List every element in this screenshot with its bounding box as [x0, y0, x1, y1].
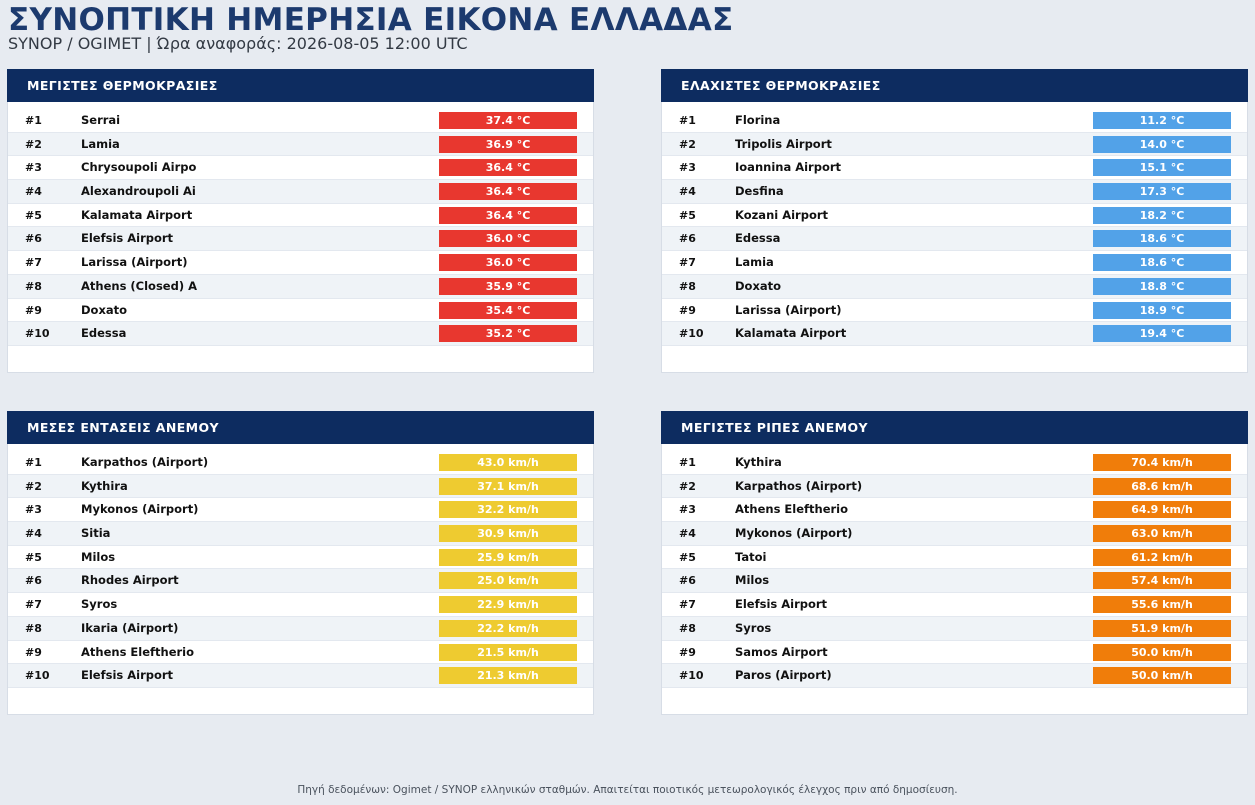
value-badge: 37.4 °C — [439, 112, 577, 129]
table-row — [8, 133, 593, 157]
rank-label: #1 — [679, 114, 696, 127]
rank-label: #8 — [679, 621, 696, 635]
station-name: Ikaria (Airport) — [81, 620, 179, 635]
table-row — [8, 498, 593, 522]
value-badge: 35.9 °C — [439, 278, 577, 295]
station-name: Doxato — [735, 278, 782, 293]
rank-label: #1 — [679, 456, 696, 469]
rank-label: #2 — [679, 479, 696, 493]
value-badge: 19.4 °C — [1093, 325, 1231, 342]
table-row — [8, 522, 593, 546]
value-badge: 32.2 km/h — [439, 501, 577, 518]
station-name: Karpathos (Airport) — [81, 455, 209, 469]
station-name: Tatoi — [735, 549, 767, 564]
table-row — [662, 299, 1247, 323]
station-name: Serrai — [81, 113, 121, 127]
value-badge: 18.6 °C — [1093, 230, 1231, 247]
value-badge: 57.4 km/h — [1093, 572, 1231, 589]
rank-label: #9 — [679, 645, 696, 659]
rank-label: #6 — [679, 574, 696, 588]
footer-note: Πηγή δεδομένων: Ogimet / SYNOP ελληνικών σταθμών. Απαιτείται ποιοτικός μετεωρολογικός έλεγχος πριν από δημοσίευση. — [297, 784, 958, 796]
station-name: Florina — [735, 113, 781, 127]
station-name: Alexandroupoli Ai — [81, 184, 196, 199]
value-badge: 50.0 km/h — [1093, 667, 1231, 684]
value-badge: 18.9 °C — [1093, 302, 1231, 319]
value-badge: 35.2 °C — [439, 325, 577, 342]
value-badge: 15.1 °C — [1093, 159, 1231, 176]
rank-label: #4 — [25, 185, 42, 199]
table-row — [8, 180, 593, 204]
station-name: Doxato — [81, 302, 128, 317]
station-name: Sitia — [81, 526, 111, 541]
rank-label: #7 — [679, 598, 696, 612]
panel-mean-wind — [7, 411, 594, 715]
table-row — [662, 498, 1247, 522]
table-row — [8, 227, 593, 251]
table-row — [662, 546, 1247, 570]
rank-label: #7 — [679, 256, 696, 270]
station-name: Milos — [81, 549, 116, 564]
rank-label: #4 — [679, 527, 696, 541]
table-row — [8, 569, 593, 593]
table-row — [662, 133, 1247, 157]
rank-label: #10 — [679, 327, 704, 341]
value-badge: 30.9 km/h — [439, 525, 577, 542]
ranking-list — [662, 109, 1247, 346]
table-row — [662, 204, 1247, 228]
table-row — [662, 109, 1247, 133]
rank-label: #7 — [25, 598, 42, 612]
value-badge: 18.6 °C — [1093, 254, 1231, 271]
value-badge: 64.9 km/h — [1093, 501, 1231, 518]
value-badge: 51.9 km/h — [1093, 620, 1231, 637]
value-badge: 22.9 km/h — [439, 596, 577, 613]
panel-min-temperatures — [661, 69, 1248, 373]
station-name: Kalamata Airport — [81, 207, 193, 222]
table-row — [662, 569, 1247, 593]
table-row — [662, 641, 1247, 665]
rank-label: #8 — [25, 279, 42, 293]
station-name: Paros (Airport) — [735, 668, 832, 683]
panel-title: ΕΛΑΧΙΣΤΕΣ ΘΕΡΜΟΚΡΑΣΙΕΣ — [661, 69, 1248, 102]
station-name: Elefsis Airport — [735, 597, 828, 612]
table-row — [662, 664, 1247, 688]
station-name: Athens Eleftherio — [735, 502, 849, 517]
rank-label: #9 — [25, 303, 42, 317]
table-row — [662, 322, 1247, 346]
table-row — [662, 451, 1247, 475]
value-badge: 21.5 km/h — [439, 644, 577, 661]
value-badge: 21.3 km/h — [439, 667, 577, 684]
value-badge: 18.8 °C — [1093, 278, 1231, 295]
panel-max-temperatures — [7, 69, 594, 373]
value-badge: 36.4 °C — [439, 183, 577, 200]
value-badge: 14.0 °C — [1093, 136, 1231, 153]
station-name: Samos Airport — [735, 644, 828, 659]
station-name: Larissa (Airport) — [81, 255, 188, 270]
rank-label: #3 — [25, 161, 42, 175]
station-name: Kythira — [81, 478, 128, 493]
table-row — [8, 664, 593, 688]
table-row — [662, 593, 1247, 617]
station-name: Lamia — [81, 136, 120, 151]
value-badge: 36.0 °C — [439, 230, 577, 247]
value-badge: 25.9 km/h — [439, 549, 577, 566]
station-name: Karpathos (Airport) — [735, 478, 863, 493]
value-badge: 61.2 km/h — [1093, 549, 1231, 566]
rank-label: #3 — [25, 503, 42, 517]
rank-label: #5 — [679, 208, 696, 222]
table-row — [8, 641, 593, 665]
station-name: Desfina — [735, 184, 784, 199]
table-row — [662, 227, 1247, 251]
value-badge: 68.6 km/h — [1093, 478, 1231, 495]
value-badge: 17.3 °C — [1093, 183, 1231, 200]
station-name: Kalamata Airport — [735, 326, 847, 341]
rank-label: #2 — [25, 479, 42, 493]
page-title: ΣΥΝΟΠΤΙΚΗ ΗΜΕΡΗΣΙΑ ΕΙΚΟΝΑ ΕΛΛΑΔΑΣ — [8, 2, 734, 38]
table-row — [8, 322, 593, 346]
value-badge: 43.0 km/h — [439, 454, 577, 471]
station-name: Ioannina Airport — [735, 160, 842, 175]
table-row — [8, 451, 593, 475]
table-row — [8, 251, 593, 275]
station-name: Athens (Closed) A — [81, 278, 197, 293]
table-row — [8, 546, 593, 570]
value-badge: 36.4 °C — [439, 159, 577, 176]
table-row — [8, 275, 593, 299]
rank-label: #6 — [25, 232, 42, 246]
rank-label: #6 — [25, 574, 42, 588]
panel-title: ΜΕΓΙΣΤΕΣ ΘΕΡΜΟΚΡΑΣΙΕΣ — [7, 69, 594, 102]
table-row — [662, 156, 1247, 180]
ranking-list — [8, 451, 593, 688]
station-name: Elefsis Airport — [81, 668, 174, 683]
rank-label: #1 — [25, 456, 42, 469]
value-badge: 36.4 °C — [439, 207, 577, 224]
value-badge: 50.0 km/h — [1093, 644, 1231, 661]
panel-title: ΜΕΣΕΣ ΕΝΤΑΣΕΙΣ ΑΝΕΜΟΥ — [7, 411, 594, 444]
value-badge: 55.6 km/h — [1093, 596, 1231, 613]
page-subtitle: SYNOP / OGIMET | Ώρα αναφοράς: 2026-08-05 12:00 UTC — [8, 34, 468, 53]
rank-label: #4 — [25, 527, 42, 541]
table-row — [662, 475, 1247, 499]
table-row — [662, 522, 1247, 546]
station-name: Tripolis Airport — [735, 136, 832, 151]
value-badge: 11.2 °C — [1093, 112, 1231, 129]
station-name: Edessa — [81, 326, 127, 341]
rank-label: #10 — [25, 669, 50, 683]
rank-label: #2 — [679, 137, 696, 151]
table-row — [8, 299, 593, 323]
table-row — [8, 475, 593, 499]
table-row — [8, 204, 593, 228]
rank-label: #3 — [679, 161, 696, 175]
rank-label: #9 — [679, 303, 696, 317]
station-name: Lamia — [735, 255, 774, 270]
station-name: Syros — [735, 620, 772, 635]
table-row — [662, 275, 1247, 299]
value-badge: 36.0 °C — [439, 254, 577, 271]
value-badge: 35.4 °C — [439, 302, 577, 319]
rank-label: #7 — [25, 256, 42, 270]
rank-label: #8 — [679, 279, 696, 293]
value-badge: 37.1 km/h — [439, 478, 577, 495]
station-name: Rhodes Airport — [81, 573, 179, 588]
value-badge: 63.0 km/h — [1093, 525, 1231, 542]
station-name: Mykonos (Airport) — [81, 502, 199, 517]
ranking-list — [8, 109, 593, 346]
station-name: Kythira — [735, 455, 782, 469]
rank-label: #10 — [679, 669, 704, 683]
ranking-list — [662, 451, 1247, 688]
rank-label: #1 — [25, 114, 42, 127]
value-badge: 18.2 °C — [1093, 207, 1231, 224]
rank-label: #6 — [679, 232, 696, 246]
panel-max-gusts — [661, 411, 1248, 715]
station-name: Elefsis Airport — [81, 231, 174, 246]
rank-label: #5 — [679, 550, 696, 564]
station-name: Milos — [735, 573, 770, 588]
table-row — [662, 180, 1247, 204]
station-name: Chrysoupoli Airpo — [81, 160, 197, 175]
value-badge: 25.0 km/h — [439, 572, 577, 589]
rank-label: #2 — [25, 137, 42, 151]
table-row — [662, 617, 1247, 641]
rank-label: #9 — [25, 645, 42, 659]
value-badge: 22.2 km/h — [439, 620, 577, 637]
table-row — [8, 593, 593, 617]
panel-title: ΜΕΓΙΣΤΕΣ ΡΙΠΕΣ ΑΝΕΜΟΥ — [661, 411, 1248, 444]
table-row — [8, 617, 593, 641]
station-name: Edessa — [735, 231, 781, 246]
table-row — [8, 109, 593, 133]
rank-label: #8 — [25, 621, 42, 635]
station-name: Kozani Airport — [735, 207, 829, 222]
rank-label: #10 — [25, 327, 50, 341]
station-name: Larissa (Airport) — [735, 302, 842, 317]
station-name: Syros — [81, 597, 118, 612]
station-name: Athens Eleftherio — [81, 644, 195, 659]
station-name: Mykonos (Airport) — [735, 526, 853, 541]
rank-label: #5 — [25, 208, 42, 222]
rank-label: #5 — [25, 550, 42, 564]
value-badge: 36.9 °C — [439, 136, 577, 153]
table-row — [662, 251, 1247, 275]
value-badge: 70.4 km/h — [1093, 454, 1231, 471]
table-row — [8, 156, 593, 180]
rank-label: #4 — [679, 185, 696, 199]
rank-label: #3 — [679, 503, 696, 517]
